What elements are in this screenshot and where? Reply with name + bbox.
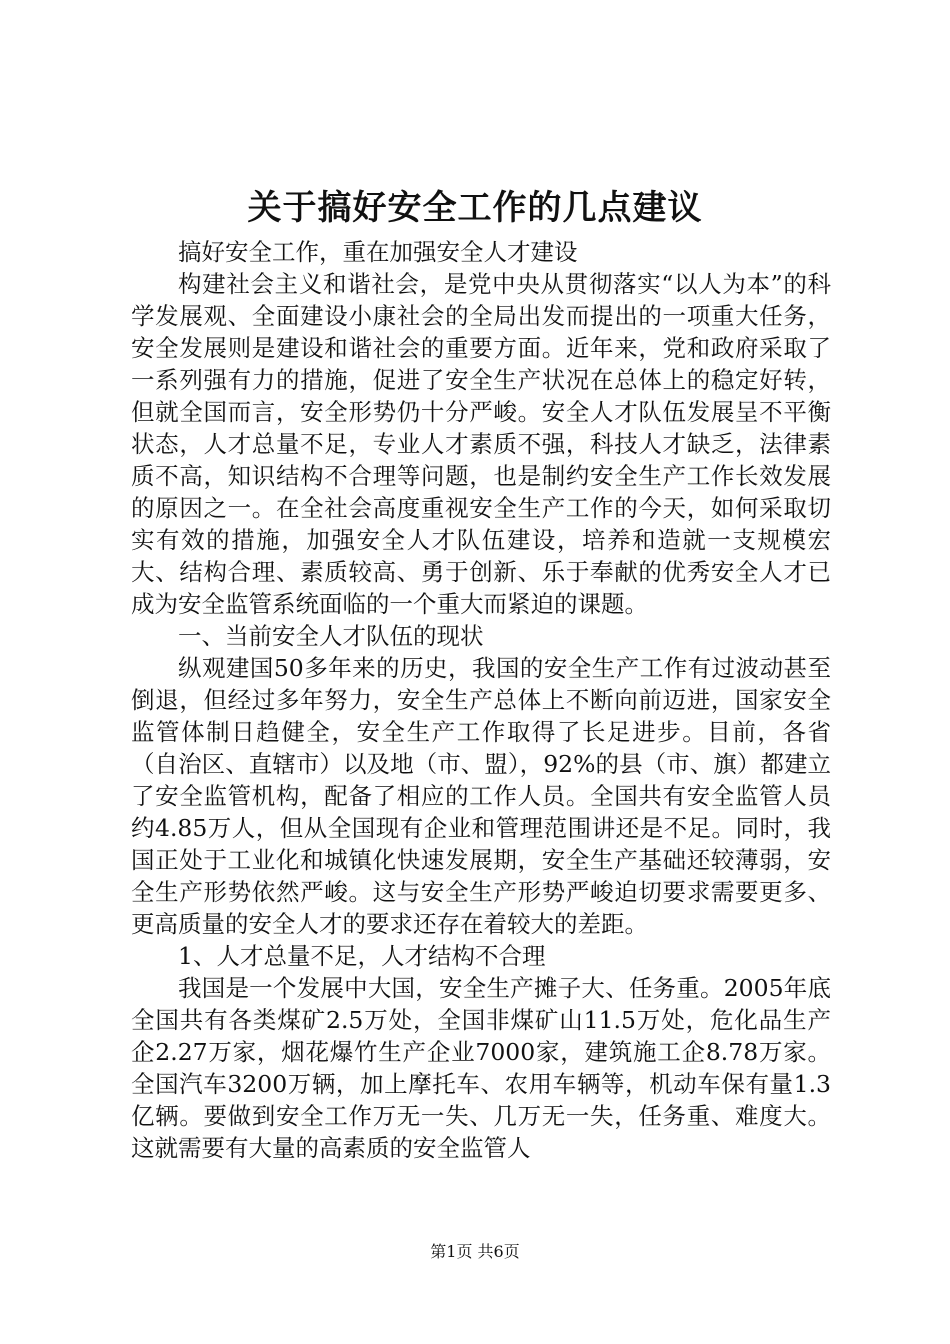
document-title: 关于搞好安全工作的几点建议 [247,188,703,228]
body-paragraph: 我国是一个发展中大国，安全生产摊子大、任务重。2005年底全国共有各类煤矿2.5万处，全国非煤矿山11.5万处，危化品生产企2.27万家，烟花爆竹生产企业7000家，建筑施工企8.78万家。全国汽车3200万辆，加上摩托车、农用车辆等，机动车保有量1.3亿辆。要做到安全工作万无一失、几万无一失，任务重、难度大。这就需要有大量的高素质的安全监管人 [131,974,831,1162]
body-paragraph: 构建社会主义和谐社会，是党中央从贯彻落实“以人为本”的科学发展观、全面建设小康社会的全局出发而提出的一项重大任务，安全发展则是建设和谐社会的重要方面。近年来，党和政府采取了一系列强有力的措施，促进了安全生产状况在总体上的稳定好转，但就全国而言，安全形势仍十分严峻。安全人才队伍发展呈不平衡状态，人才总量不足，专业人才素质不强，科技人才缺乏，法律素质不高，知识结构不合理等问题，也是制约安全生产工作长效发展的原因之一。在全社会高度重视安全生产工作的今天，如何采取切实有效的措施，加强安全人才队伍建设，培养和造就一支规模宏大、结构合理、素质较高、勇于创新、乐于奉献的优秀安全人才已成为安全监管系统面临的一个重大而紧迫的课题。 [131,270,831,618]
section-heading: 一、当前安全人才队伍的现状 [178,622,484,650]
section-heading: 搞好安全工作，重在加强安全人才建设 [178,238,578,266]
page-footer: 第1页 共6页 [430,1242,520,1261]
body-paragraph: 纵观建国50多年来的历史，我国的安全生产工作有过波动甚至倒退，但经过多年努力，安全生产总体上不断向前迈进，国家安全监管体制日趋健全，安全生产工作取得了长足进步。目前，各省（自治区、直辖市）以及地（市、盟），92%的县（市、旗）都建立了安全监管机构，配备了相应的工作人员。全国共有安全监管人员约4.85万人，但从全国现有企业和管理范围讲还是不足。同时，我国正处于工业化和城镇化快速发展期，安全生产基础还较薄弱，安全生产形势依然严峻。这与安全生产形势严峻迫切要求需要更多、更高质量的安全人才的要求还存在着较大的差距。 [131,654,831,938]
section-heading: 1、人才总量不足，人才结构不合理 [178,942,546,970]
document-body [131,236,831,1164]
